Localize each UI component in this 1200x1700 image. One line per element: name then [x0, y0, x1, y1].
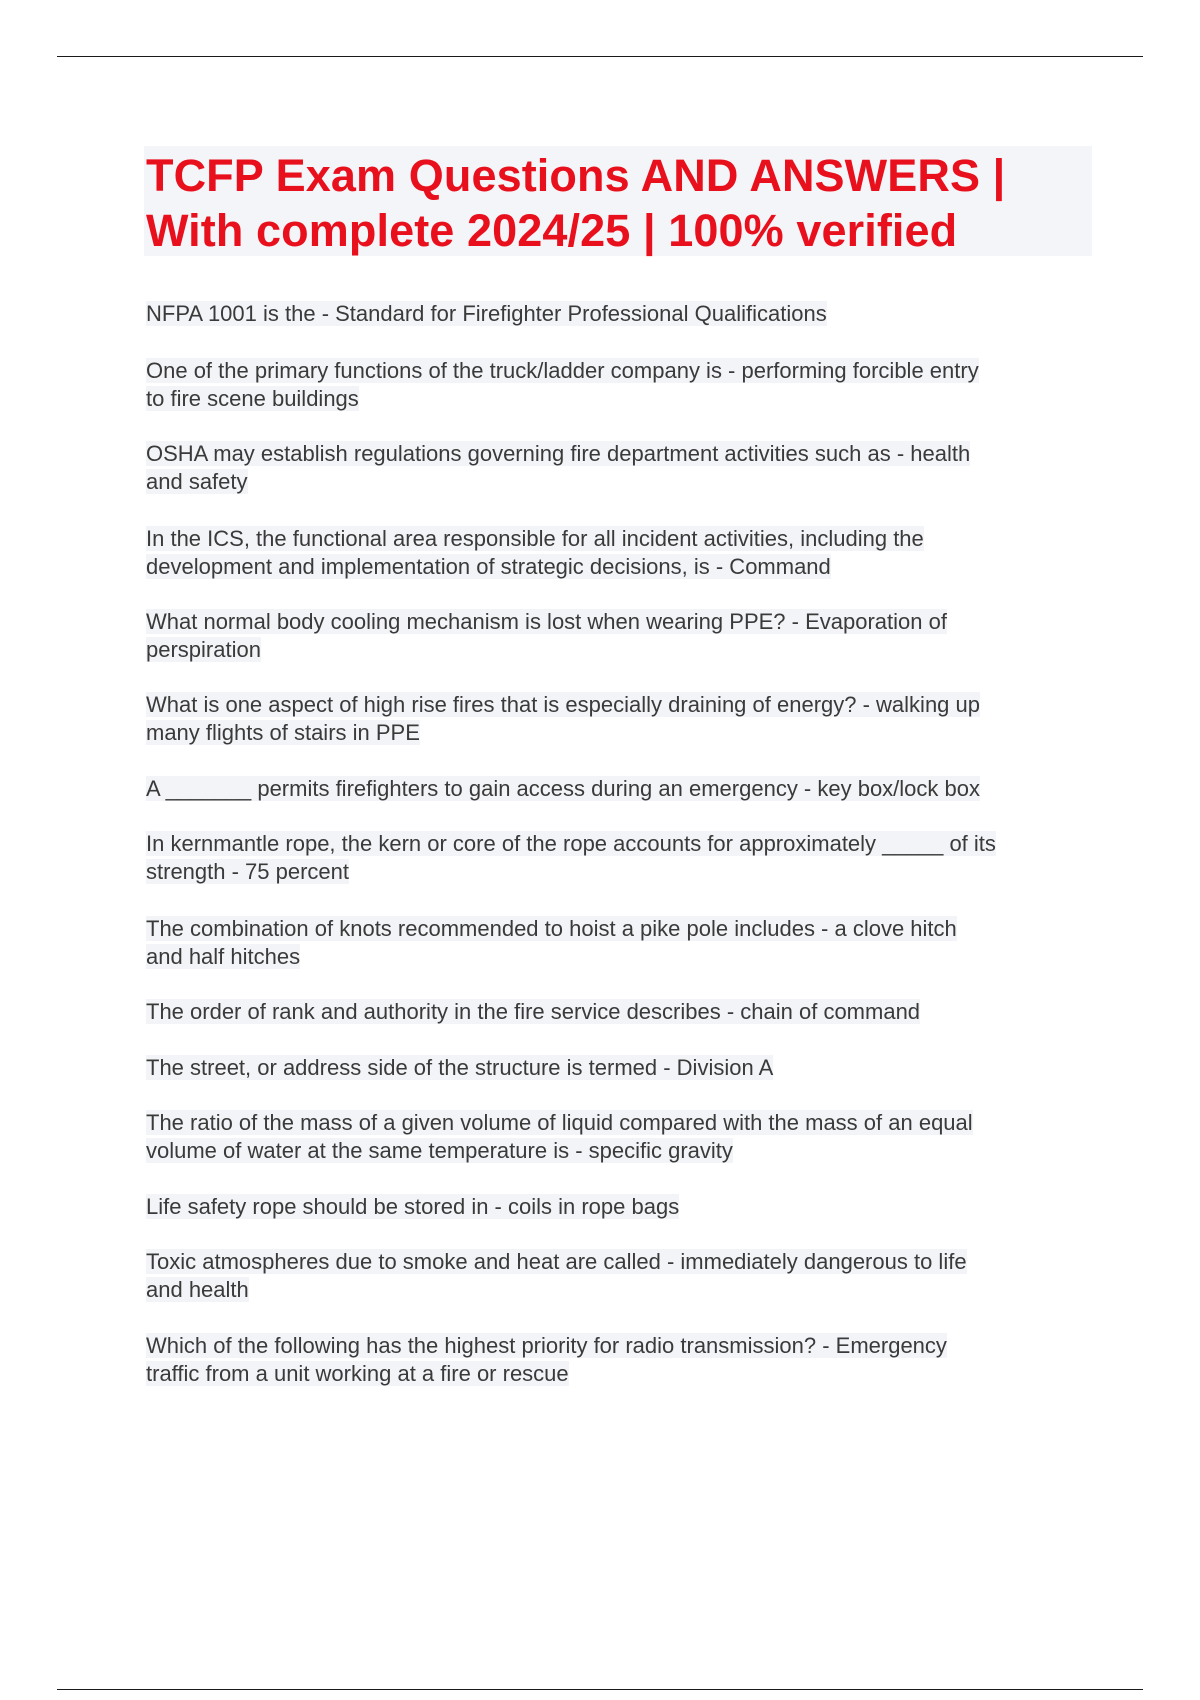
qa-text: and half hitches [146, 944, 301, 969]
qa-text: traffic from a unit working at a fire or rescue [146, 1361, 569, 1386]
qa-item [146, 1248, 1096, 1304]
qa-text: Life safety rope should be stored in - coils in rope bags [146, 1194, 680, 1219]
qa-item [146, 440, 1096, 496]
qa-item [146, 915, 1096, 971]
qa-item [146, 300, 1096, 328]
qa-item [146, 1332, 1096, 1388]
qa-text: OSHA may establish regulations governing fire department activities such as - health [146, 441, 971, 466]
qa-text: volume of water at the same temperature is - specific gravity [146, 1138, 733, 1163]
qa-text: The ratio of the mass of a given volume of liquid compared with the mass of an equal [146, 1110, 973, 1135]
qa-text: The street, or address side of the structure is termed - Division A [146, 1055, 774, 1080]
qa-item [146, 775, 1096, 803]
qa-item [146, 1109, 1096, 1165]
qa-text: and safety [146, 469, 248, 494]
qa-item [146, 691, 1096, 747]
qa-text: development and implementation of strategic decisions, is - Command [146, 554, 831, 579]
qa-item [146, 830, 1096, 886]
qa-item [146, 1054, 1096, 1082]
qa-text: strength - 75 percent [146, 859, 350, 884]
qa-text: to fire scene buildings [146, 386, 359, 411]
qa-text: A _______ permits firefighters to gain access during an emergency - key box/lock box [146, 776, 981, 801]
qa-item [146, 1193, 1096, 1221]
qa-text: In kernmantle rope, the kern or core of the rope accounts for approximately _____ of its [146, 831, 996, 856]
qa-item [146, 998, 1096, 1026]
qa-text: One of the primary functions of the truck/ladder company is - performing forcible entry [146, 358, 979, 383]
qa-item [146, 525, 1096, 581]
page-title [146, 148, 1086, 258]
qa-text: many flights of stairs in PPE [146, 720, 420, 745]
qa-text: In the ICS, the functional area responsible for all incident activities, including the [146, 526, 924, 551]
qa-text: What normal body cooling mechanism is lost when wearing PPE? - Evaporation of [146, 609, 947, 634]
qa-item [146, 357, 1096, 413]
qa-text: Which of the following has the highest priority for radio transmission? - Emergency [146, 1333, 947, 1358]
qa-text: and health [146, 1277, 249, 1302]
qa-text: The order of rank and authority in the fire service describes - chain of command [146, 999, 921, 1024]
bottom-rule [57, 1689, 1143, 1690]
qa-item [146, 608, 1096, 664]
top-rule [57, 56, 1143, 57]
title-line-2: With complete 2024/25 | 100% verified [146, 205, 958, 256]
qa-text: The combination of knots recommended to hoist a pike pole includes - a clove hitch [146, 916, 957, 941]
qa-text: What is one aspect of high rise fires that is especially draining of energy? - walking up [146, 692, 980, 717]
qa-text: perspiration [146, 637, 261, 662]
title-line-1: TCFP Exam Questions AND ANSWERS | [146, 150, 1006, 201]
qa-text: NFPA 1001 is the - Standard for Firefighter Professional Qualifications [146, 301, 827, 326]
qa-text: Toxic atmospheres due to smoke and heat are called - immediately dangerous to life [146, 1249, 967, 1274]
